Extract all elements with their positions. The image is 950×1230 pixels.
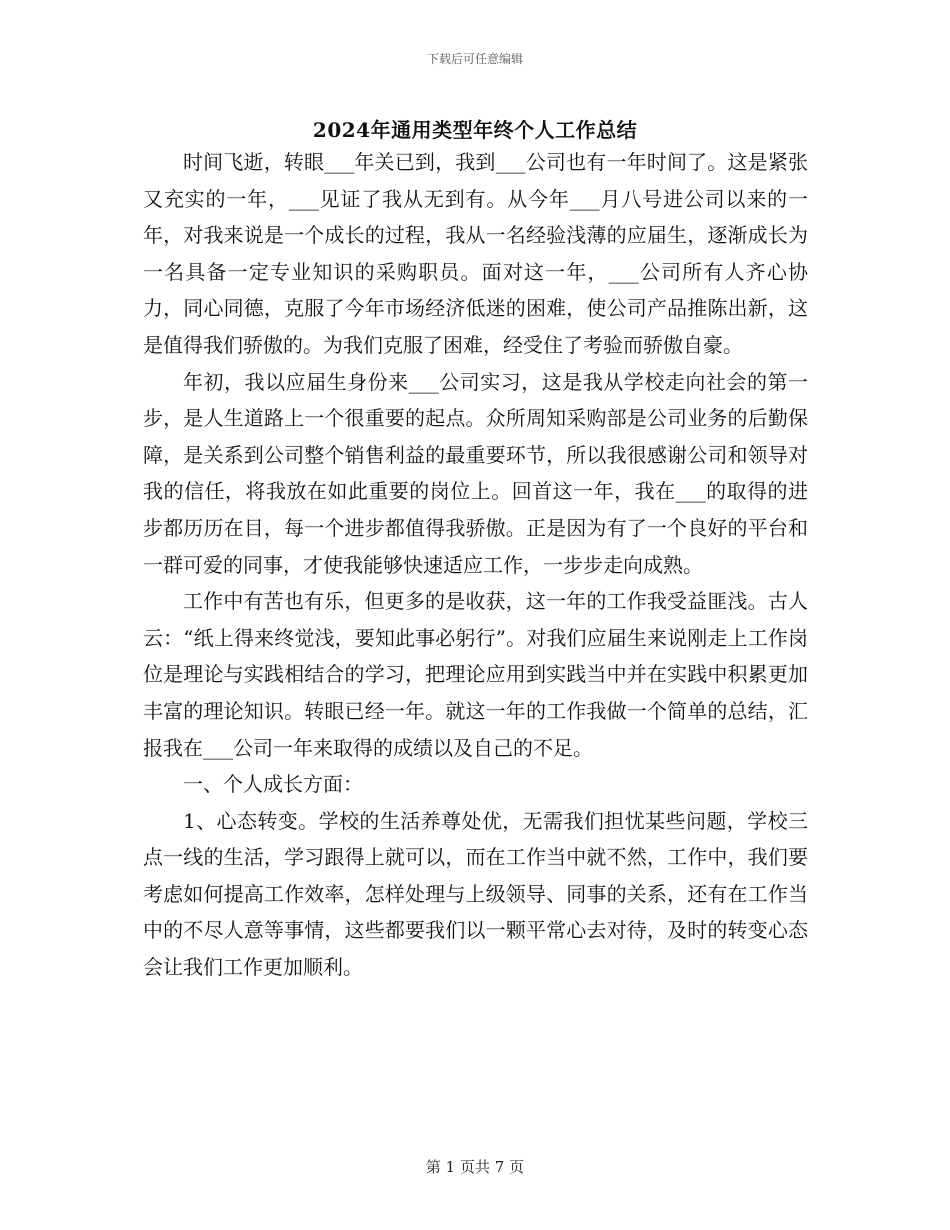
page-footer: 第 1 页共 7 页 (425, 1158, 525, 1176)
paragraph-1: 时间飞逝，转眼___年关已到，我到___公司也有一年时间了。这是紧张又充实的一年，___见证了我从无到有。从今年___月八号进公司以来的一年，对我来说是一个成长的过程，我从一名经验浅薄的应届生，逐渐成长为一名具备一定专业知识的采购职员。面对这一年，___公司所有人齐心协力，同心同德，克服了今年市场经济低迷的困难，使公司产品推陈出新，这是值得我们骄傲的。为我们克服了困难，经受住了考验而骄傲自豪。 (143, 150, 808, 357)
header-note: 下载后可任意编辑 (426, 52, 523, 66)
section-heading: 一、个人成长方面： (183, 772, 363, 797)
paragraph-2: 年初，我以应届生身份来___公司实习，这是我从学校走向社会的第一步，是人生道路上一个很重要的起点。众所周知采购部是公司业务的后勤保障，是关系到公司整个销售利益的最重要环节，所以我很感谢公司和领导对我的信任，将我放在如此重要的岗位上。回首这一年，我在___的取得的进步都历历在目，每一个进步都值得我骄傲。正是因为有了一个良好的平台和一群可爱的同事，才使我能够快速适应工作，一步步走向成熟。 (143, 369, 808, 577)
document-body (143, 144, 808, 986)
paragraph-4: 1、心态转变。学校的生活养尊处优，无需我们担忧某些问题，学校三点一线的生活，学习跟得上就可以，而在工作当中就不然，工作中，我们要考虑如何提高工作效率，怎样处理与上级领导、同事的关系，还有在工作当中的不尽人意等事情，这些都要我们以一颗平常心去对待，及时的转变心态会让我们工作更加顺利。 (143, 808, 808, 980)
paragraph-3: 工作中有苦也有乐，但更多的是收获，这一年的工作我受益匪浅。古人云：“纸上得来终觉浅，要知此事必躬行”。对我们应届生来说刚走上工作岗位是理论与实践相结合的学习，把理论应用到实践当中并在实践中积累更加丰富的理论知识。转眼已经一年。就这一年的工作我做一个简单的总结，汇报我在___公司一年来取得的成绩以及自己的不足。 (143, 589, 808, 760)
document-title: 2024年通用类型年终个人工作总结 (312, 118, 638, 142)
